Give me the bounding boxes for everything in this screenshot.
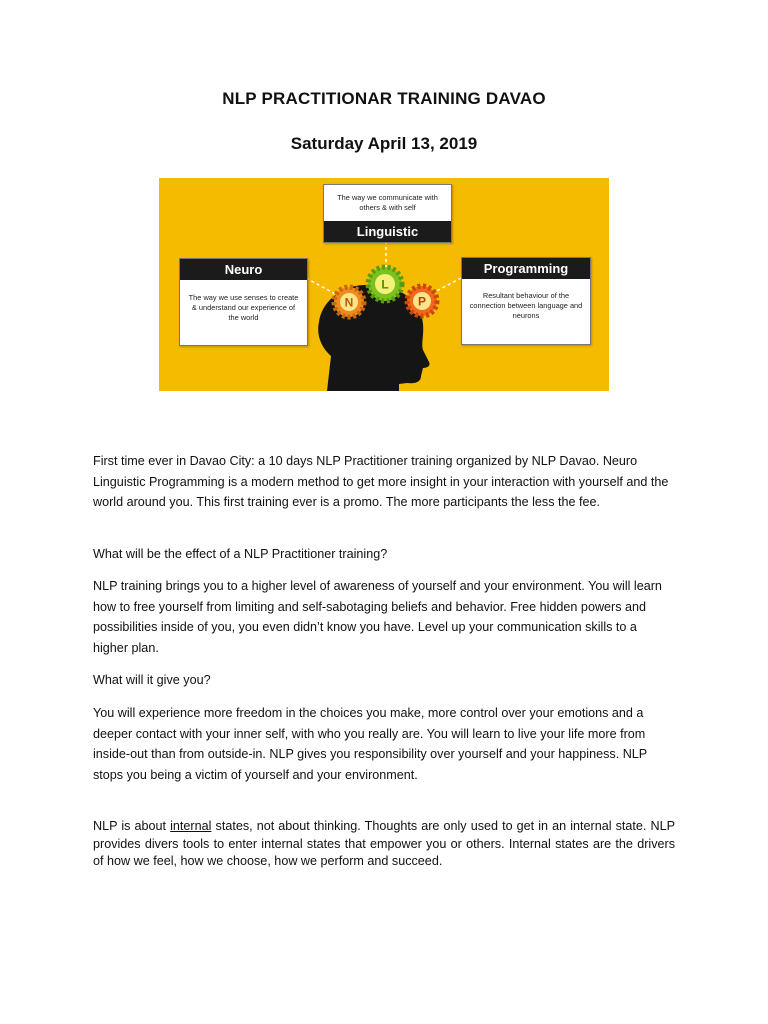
effect-text: NLP training brings you to a higher level of awareness of yourself and your environment. You will learn how to free yourself from limiting and self-sabotaging beliefs and behavior. Free hidden powers and possibilities inside of you, you even didn’t know you have. Level up your communication skills to a higher plan.	[93, 579, 662, 655]
gear-p-label: P	[417, 294, 427, 309]
give-text: You will experience more freedom in the choices you make, more control over your emotions and a deeper contact with your inner self, with who you really are. You will learn to live your life more from inside-out than from outside-in. NLP gives you responsibility over yourself and your happiness. NLP stops you being a victim of yourself and your environment.	[93, 706, 647, 782]
effect-question-text: What will be the effect of a NLP Practitioner training?	[93, 547, 388, 561]
internal-underlined-word: internal	[170, 819, 212, 833]
intro-paragraph	[93, 451, 675, 513]
intro-text: First time ever in Davao City: a 10 days NLP Practitioner training organized by NLP Davao. Neuro Linguistic Programming is a modern method to get more insight in your interaction with yourself and the world around you. This first training ever is a promo. The more participants the less the fee.	[93, 454, 669, 509]
internal-text	[93, 818, 675, 871]
linguistic-heading: Linguistic	[324, 221, 451, 242]
linguistic-box	[323, 184, 452, 243]
nlp-infographic	[159, 178, 609, 391]
gear-l-label: L	[381, 277, 389, 292]
linguistic-description: The way we communicate with others & with self	[337, 193, 438, 212]
internal-text-after: states, not about thinking. Thoughts are only used to get in an internal state. NLP provides divers tools to enter internal states that empower you or others. Internal states are the drivers of how we feel, how we choose, how we perform and succeed.	[93, 819, 675, 868]
gear-n-label: N	[344, 295, 354, 310]
give-question-text: What will it give you?	[93, 673, 211, 687]
document-date: Saturday April 13, 2019	[290, 134, 478, 153]
give-question	[93, 670, 675, 691]
give-paragraph	[93, 703, 675, 785]
programming-description: Resultant behaviour of the connection between language and neurons	[469, 291, 583, 320]
effect-paragraph	[93, 576, 675, 658]
effect-question	[93, 544, 675, 565]
programming-box	[461, 257, 591, 345]
neuro-description: The way we use senses to create & understand our experience of the world	[188, 293, 299, 322]
document-title: NLP PRACTITIONAR TRAINING DAVAO	[222, 89, 546, 108]
internal-states-paragraph	[93, 818, 675, 871]
internal-text-before: NLP is about	[93, 819, 171, 833]
neuro-box	[179, 258, 308, 346]
neuro-heading: Neuro	[180, 259, 307, 280]
programming-heading: Programming	[462, 258, 590, 279]
